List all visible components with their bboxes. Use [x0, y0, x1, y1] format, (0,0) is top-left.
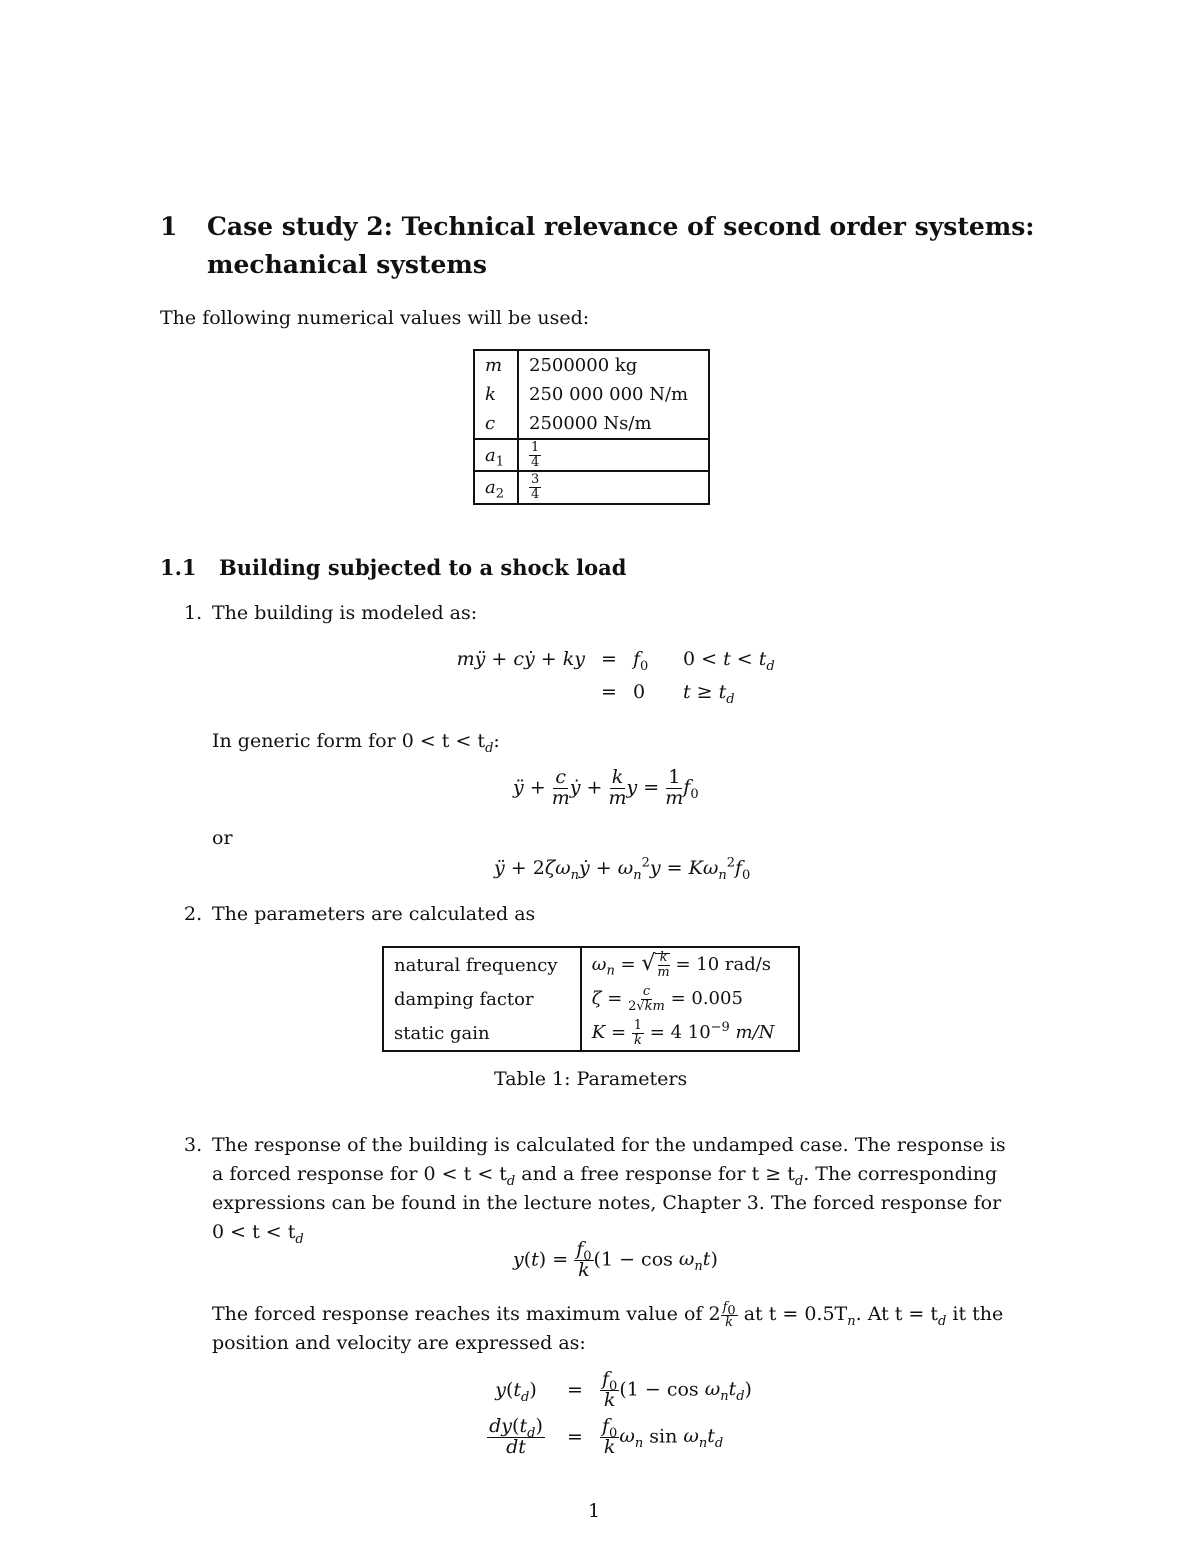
equation-forced-response: y(t) = $\frac{f_0}{k}$ $(1 - \cos \omega_nt)$ — [513, 1238, 718, 1281]
value-m: 2500000 kg — [529, 355, 638, 376]
section-title-line2: mechanical systems — [207, 250, 487, 279]
value-a1: $\frac{1}{4}$ — [518, 439, 709, 471]
item3-line1: The response of the building is calculated for the undamped case. The response is — [212, 1134, 1006, 1156]
intro-text: The following numerical values will be used: — [160, 307, 590, 329]
symbol-k: k — [474, 380, 518, 409]
item3-line4: $0 < t < t_d$ — [212, 1221, 304, 1247]
param-formula: ζ = $\frac{c}{2√km}$ = 0.005 — [591, 983, 743, 1014]
item3-line2: a forced response for $0 < t < t_d$ and a free response for $t \ge t_d$. The corresponding — [212, 1163, 998, 1189]
symbol-a1: $a_1$ — [474, 439, 518, 471]
param-formula: K = $\frac{1}{k}$ = 4 $10^{-9}$ m/N — [591, 1017, 775, 1048]
list-marker: 2. — [184, 903, 203, 925]
values-row-m — [474, 350, 709, 380]
values-row-a2 — [474, 471, 709, 503]
symbol-m: m — [474, 350, 518, 380]
values-table — [473, 349, 710, 505]
list-marker: 3. — [184, 1134, 203, 1156]
values-row-k — [474, 380, 709, 409]
values-row-c — [474, 409, 709, 439]
or-text: or — [212, 827, 233, 849]
param-label: natural frequency — [383, 947, 581, 982]
symbol-c: c — [474, 409, 518, 439]
max-response-text: The forced response reaches its maximum value of 2 $\frac{f_0}{k}$ at $t = 0.5T_n$. At $t = t_d$ it the position and velocity are expressed as: — [212, 1299, 1004, 1355]
subsection-number: 1.1 — [160, 555, 197, 580]
subsection-title: Building subjected to a shock load — [219, 555, 627, 580]
parameters-table — [382, 946, 800, 1052]
table-caption: Table 1: Parameters — [494, 1068, 688, 1090]
list-item-3 — [184, 1131, 1024, 1247]
list-item-2 — [184, 903, 535, 925]
param-formula: $\omega_n$ = √ $\frac{k}{m}$ = 10 rad/s — [591, 949, 772, 980]
values-row-a1 — [474, 439, 709, 471]
param-row-static-gain — [383, 1016, 799, 1051]
generic-form-text: In generic form for $0 < t < t_d$: — [212, 730, 500, 756]
item3-line3: expressions can be found in the lecture notes, Chapter 3. The forced response for — [212, 1192, 1002, 1214]
section-heading — [160, 208, 1035, 284]
equation-position-velocity: $y(t_d)$ = $\frac{f_0}{k}$ $(1 - \cos \omega_nt_d)$ $\frac{dy(t_d)}{dt}$ = $\frac{f_0}{k}$ $\omega_n$ $\sin \omega_nt_d$ — [489, 1368, 752, 1458]
param-label: damping factor — [383, 982, 581, 1016]
equation-generic: ÿ + $\frac{c}{m}$ ẏ + $\frac{k}{m}$ y = $\frac{1}{m}$ $f_0$ — [513, 766, 699, 809]
section-number: 1 — [160, 212, 178, 241]
list-item-text: The building is modeled as: — [212, 602, 478, 624]
list-item-text: The parameters are calculated as — [212, 903, 536, 925]
value-c: 250000 Ns/m — [529, 413, 652, 434]
equation-standard-form: ÿ + $2\zeta\omega_nẏ + \omega_n^2y = K\omega_n^2f_0$ — [494, 855, 751, 883]
list-marker: 1. — [184, 602, 203, 624]
value-k: 250 000 000 N/m — [529, 384, 689, 405]
param-row-natural-frequency — [383, 947, 799, 982]
subsection-heading — [160, 555, 626, 580]
value-a2: $\frac{3}{4}$ — [518, 471, 709, 503]
param-label: static gain — [383, 1016, 581, 1051]
list-item-1 — [184, 602, 477, 624]
page-number: 1 — [588, 1500, 601, 1522]
section-title-line1: Case study 2: Technical relevance of second order systems: — [207, 212, 1035, 241]
equation-model: mÿ + cẏ + ky = $f_0$ $0 < t < t_d$ = 0 $t \ge t_d$ — [456, 648, 775, 707]
symbol-a2: $a_2$ — [474, 471, 518, 503]
param-row-damping-factor — [383, 982, 799, 1016]
